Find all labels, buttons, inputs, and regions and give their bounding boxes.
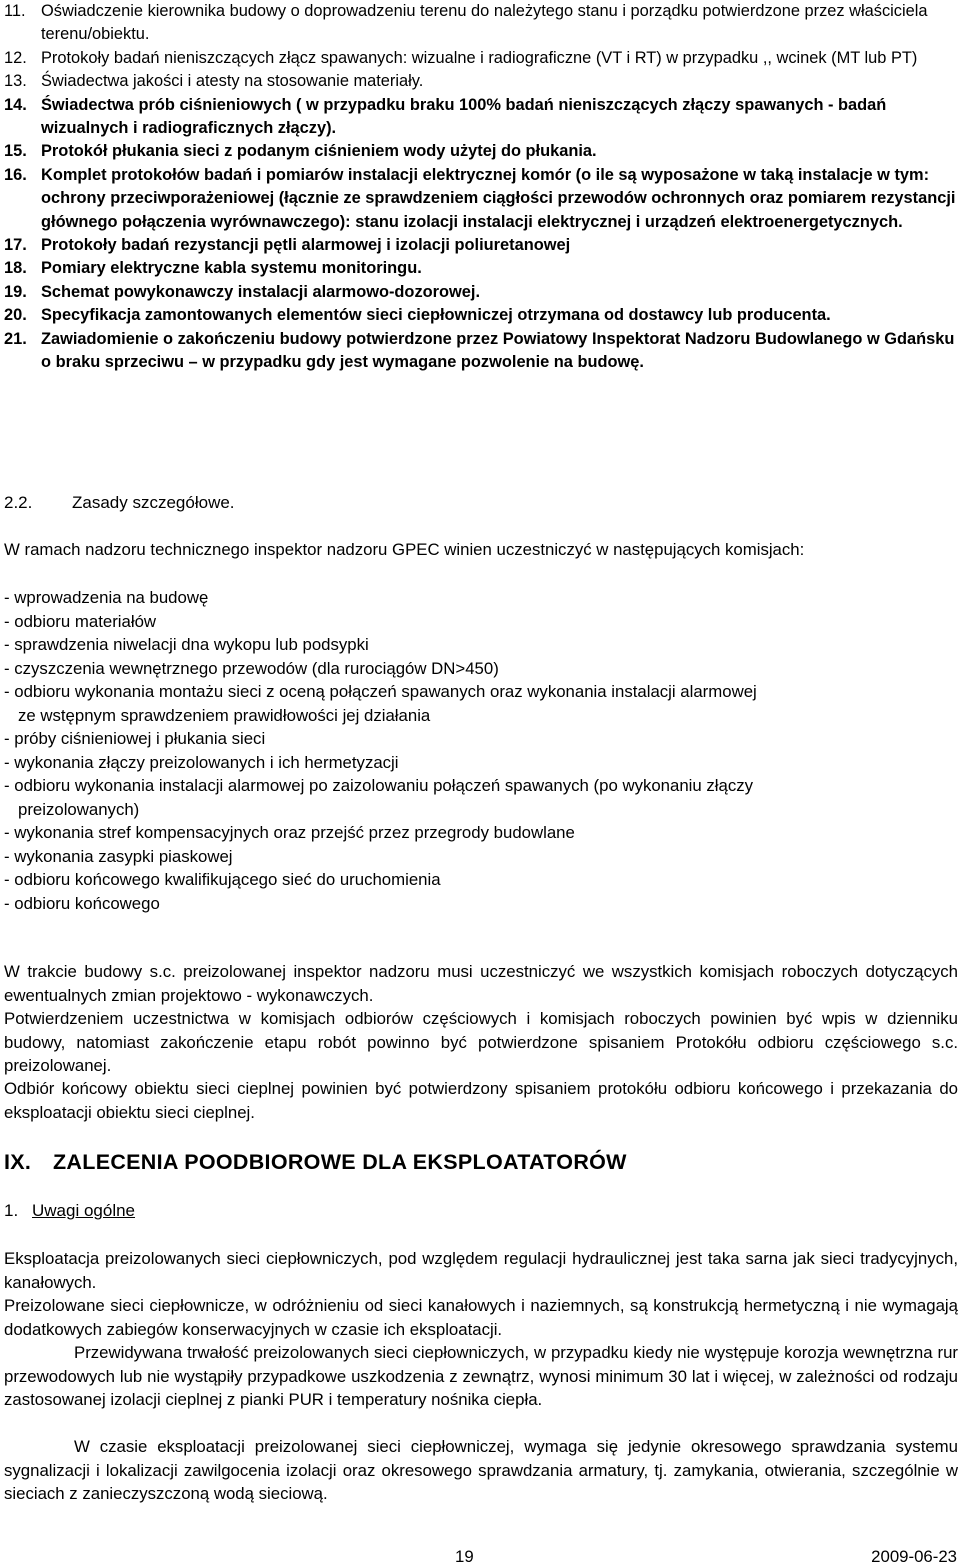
list-item-continuation: ze wstępnym sprawdzeniem prawidłowości jej działania (18, 705, 431, 725)
paragraph: Preizolowane sieci ciepłownicze, w odróżnieniu od sieci kanałowych i naziemnych, są konstrukcją hermetyczną i nie wymagają dodatkowych zabiegów konserwacyjnych w czasie ich eksploatacji. (4, 1296, 958, 1339)
footer-date: 2009-06-23 (871, 1547, 957, 1566)
list-item: - odbioru wykonania montażu sieci z oceną połączeń spawanych oraz wykonania instalacji alarmowej (4, 682, 757, 701)
list-item: - czyszczenia wewnętrznego przewodów (dla rurociągów DN>450) (4, 658, 499, 678)
list-item: - wykonania stref kompensacyjnych oraz przejść przez przegrody budowlane (4, 823, 575, 842)
chapter-title: ZALECENIA POODBIOROWE DLA EKSPLOATATORÓW (53, 1150, 627, 1174)
list-item (4, 47, 959, 70)
intro-paragraph: W ramach nadzoru technicznego inspektor nadzoru GPEC winien uczestniczyć w następujących komisjach: (4, 540, 805, 559)
item-number: 14. (4, 95, 27, 114)
item-number: 19. (4, 282, 27, 301)
chapter-number: IX. (4, 1150, 32, 1174)
item-number: 16. (4, 165, 27, 184)
item-number: 20. (4, 306, 27, 325)
list-item: - odbioru końcowego (4, 893, 160, 913)
item-text: Schemat powykonawczy instalacji alarmowo-dozorowej. (41, 282, 481, 301)
list-item (4, 257, 959, 280)
item-text: Pomiary elektryczne kabla systemu monitoringu. (41, 259, 422, 278)
list-item (4, 0, 959, 47)
list-item (4, 234, 959, 257)
item-number: 13. (4, 72, 27, 91)
item-number: 15. (4, 142, 27, 161)
item-number: 11. (4, 2, 26, 20)
paragraph: Eksploatacja preizolowanych sieci ciepłowniczych, pod względem regulacji hydraulicznej jest taka sarna jak sieci tradycyjnych, kanałowych. (4, 1249, 958, 1292)
paragraph: W czasie eksploatacji preizolowanej sieci ciepłowniczej, wymaga się jedynie okresowego sprawdzania systemu sygnalizacji i lokalizacji zawilgocenia izolacji oraz okresowego sprawdzania armatury, tj. zamykania, otwierania, szczególnie w sieciach z zanieczyszczoną wodą sieciową. (4, 1437, 958, 1503)
item-text: Komplet protokołów badań i pomiarów instalacji elektrycznej komór (o ile są wyposażone w taką instalacje w tym: ochrony przeciwporażeniowej (łącznie ze sprawdzeniem ciągłości przewodów ochronnych oraz pomiarem rezystancji głównego połączenia wyrównawczego): stanu izolacji instalacji elektrycznej i urządzeń elektroenergetycznych. (41, 165, 956, 231)
item-text: Specyfikacja zamontowanych elementów sieci ciepłowniczej otrzymana od dostawcy lub producenta. (41, 306, 831, 325)
item-text: Świadectwa prób ciśnieniowych ( w przypadku braku 100% badań nieniszczących złączy spawanych - badań wizualnych i radiograficznych złączy). (41, 95, 887, 138)
paragraph: Potwierdzeniem uczestnictwa w komisjach odbiorów częściowych i komisjach roboczych powinien być wpis w dzienniku budowy, natomiast zakończenie etapu robót powinno być potwierdzone spisaniem Protokółu odbioru częściowego s.c. preizolowanej. (4, 1009, 958, 1075)
item-text: Zawiadomienie o zakończeniu budowy potwierdzone przez Powiatowy Inspektorat Nadzoru Budowlanego w Gdańsku o braku sprzeciwu – w przypadku gdy jest wymagane pozwolenie na budowę. (41, 329, 955, 372)
required-documents-list (4, 0, 959, 375)
item-text: Protokoły badań rezystancji pętli alarmowej i izolacji poliuretanowej (41, 236, 571, 255)
commissions-list (4, 586, 958, 915)
item-number: 17. (4, 236, 27, 255)
item-text: Protokoły badań nieniszczących złącz spawanych: wizualne i radiograficzne (VT i RT) w przypadku ,, wcinek (MT lub PT) (41, 48, 918, 67)
item-number: 18. (4, 259, 27, 278)
section-number: 2.2. (4, 493, 33, 512)
list-item: - odbioru materiałów (4, 611, 157, 631)
item-number: 21. (4, 329, 27, 348)
section-heading (4, 493, 235, 513)
paragraph: Odbiór końcowy obiektu sieci cieplnej powinien być potwierdzony spisaniem protokółu odbioru końcowego i przekazania do eksploatacji obiektu sieci cieplnej. (4, 1079, 958, 1122)
subsection-heading (4, 1201, 135, 1221)
list-item: - sprawdzenia niwelacji dna wykopu lub podsypki (4, 635, 369, 654)
list-item (4, 304, 959, 327)
paragraph: W trakcie budowy s.c. preizolowanej inspektor nadzoru musi uczestniczyć we wszystkich komisjach roboczych dotyczących ewentualnych zmian projektowo - wykonawczych. (4, 962, 958, 1005)
list-item: - odbioru wykonania instalacji alarmowej po zaizolowaniu połączeń spawanych (po wykonaniu złączy (4, 776, 754, 795)
list-item (4, 140, 959, 163)
list-item (4, 328, 959, 375)
list-item: - odbioru końcowego kwalifikującego sieć do uruchomienia (4, 870, 441, 889)
paragraph: Przewidywana trwałość preizolowanych sieci ciepłowniczych, w przypadku kiedy nie występuje korozja wewnętrzna rur przewodowych lub nie wystąpiły przypadkowe uszkodzenia z zewnątrz, wynosi minimum 30 lat i więcej, w zależności od rodzaju zastosowanej izolacji cieplnej z pianki PUR i temperatury nośnika ciepła. (4, 1343, 958, 1409)
item-number: 12. (4, 48, 27, 67)
list-item-continuation: preizolowanych) (18, 799, 140, 819)
list-item: - próby ciśnieniowej i płukania sieci (4, 729, 266, 748)
section-title: Zasady szczegółowe. (72, 493, 235, 512)
list-item: - wykonania złączy preizolowanych i ich hermetyzacji (4, 752, 399, 772)
list-item: - wprowadzenia na budowę (4, 588, 209, 607)
item-text: Świadectwa jakości i atesty na stosowanie materiały. (41, 72, 424, 91)
list-item (4, 70, 959, 93)
list-item (4, 281, 959, 304)
chapter-heading (4, 1150, 627, 1175)
item-text: Oświadczenie kierownika budowy o doprowadzeniu terenu do należytego stanu i porządku potwierdzone przez właściciela terenu/obiektu. (41, 2, 928, 44)
subsection-title: Uwagi ogólne (32, 1201, 136, 1220)
list-item (4, 94, 959, 141)
item-text: Protokół płukania sieci z podanym ciśnieniem wody użytej do płukania. (41, 142, 597, 161)
subsection-number: 1. (4, 1201, 19, 1220)
list-item: - wykonania zasypki piaskowej (4, 846, 233, 866)
list-item (4, 164, 959, 234)
page-number: 19 (455, 1547, 474, 1566)
